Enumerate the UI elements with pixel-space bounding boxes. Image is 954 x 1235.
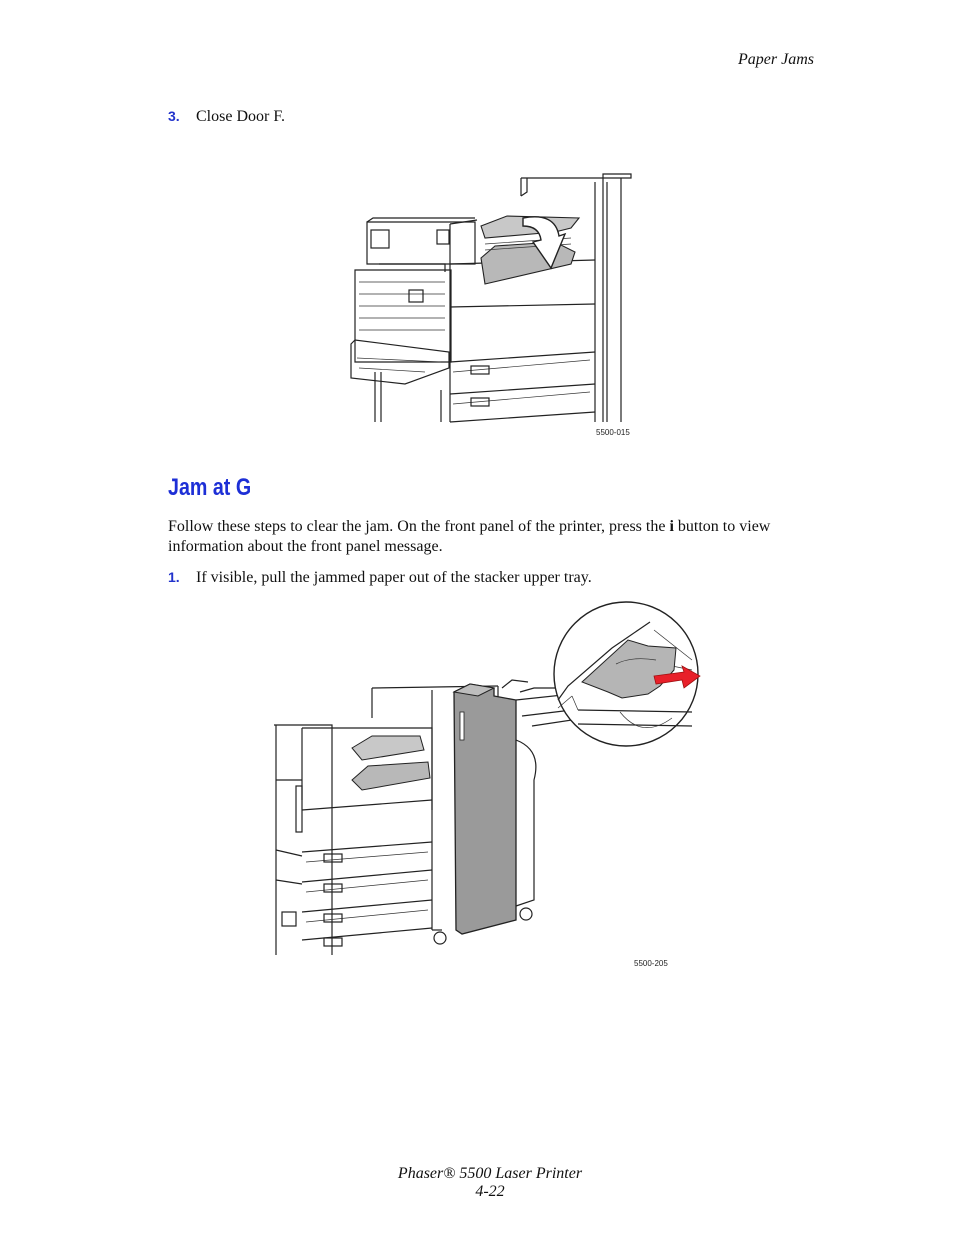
step-close-door — [168, 108, 285, 126]
footer-product: Phaser® 5500 Laser Printer — [397, 1165, 583, 1182]
info-button-label: i — [669, 518, 674, 535]
section-title: Jam at G — [168, 474, 252, 501]
footer-page-number: 4-22 — [475, 1183, 505, 1200]
step-number: 1. — [168, 569, 180, 585]
step-pull-paper — [168, 569, 592, 587]
step-text: Close Door F. — [196, 108, 285, 125]
running-header: Paper Jams — [738, 51, 814, 68]
intro-text-start: Follow these steps to clear the jam. On the front panel of the printer, press the — [168, 518, 670, 535]
figure-close-door-illustration — [345, 172, 635, 427]
section-intro — [168, 517, 818, 557]
figure-1-label: 5500-015 — [596, 428, 630, 437]
figure-2-label: 5500-205 — [634, 959, 668, 968]
step-text: If visible, pull the jammed paper out of the stacker upper tray. — [196, 569, 592, 586]
figure-jam-at-g-illustration — [272, 600, 712, 960]
step-number: 3. — [168, 108, 180, 124]
intro-text-end: button to view information about the front panel message. — [168, 518, 771, 555]
page-footer — [340, 1165, 640, 1201]
